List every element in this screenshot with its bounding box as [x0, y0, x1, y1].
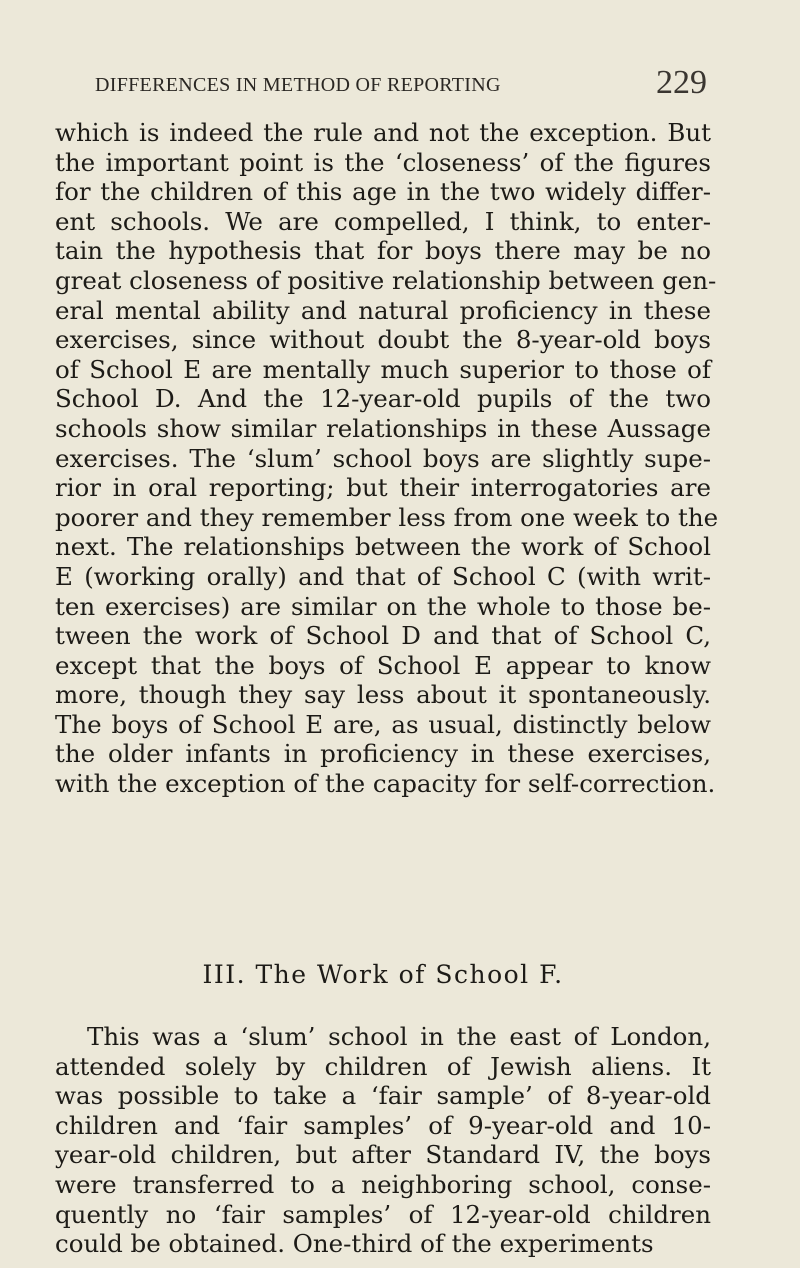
text-line: of School E are mentally much superior to those of: [55, 354, 711, 384]
section-heading: [55, 960, 711, 989]
text-line: the important point is the ‘closeness’ of the figures: [55, 147, 711, 177]
running-title: DIFFERENCES IN METHOD OF REPORTING: [95, 74, 501, 96]
text-line: exercises, since without doubt the 8-year-old boys: [55, 325, 711, 355]
text-line: more, though they say less about it spontaneously.: [55, 680, 711, 710]
paragraph-2: [55, 1022, 711, 1259]
text-line: except that the boys of School E appear to know: [55, 650, 711, 680]
text-line: attended solely by children of Jewish aliens. It: [55, 1051, 711, 1081]
text-line: E (working orally) and that of School C (with writ-: [55, 561, 711, 591]
text-line: were transferred to a neighboring school, conse-: [55, 1169, 711, 1199]
text-line: the older infants in proficiency in these exercises,: [55, 739, 711, 769]
text-line: year-old children, but after Standard IV, the boys: [55, 1140, 711, 1170]
text-line: great closeness of positive relationship between gen-: [55, 265, 717, 295]
text-line: The boys of School E are, as usual, distinctly below: [55, 709, 711, 739]
text-line: for the children of this age in the two widely differ-: [55, 177, 711, 207]
text-line: tain the hypothesis that for boys there may be no: [55, 236, 711, 266]
text-line: schools show similar relationships in these Aussage: [55, 413, 711, 443]
running-head: [95, 66, 707, 100]
text-line: School D. And the 12-year-old pupils of the two: [55, 384, 711, 414]
text-line: tween the work of School D and that of School C,: [55, 621, 711, 651]
paragraph-1: [55, 118, 719, 799]
page-number: 229: [656, 64, 707, 101]
text-line: rior in oral reporting; but their interrogatories are: [55, 473, 711, 503]
text-line: ent schools. We are compelled, I think, to enter-: [55, 206, 711, 236]
text-line: could be obtained. One-third of the experiments: [55, 1229, 654, 1259]
text-line: ten exercises) are similar on the whole to those be-: [55, 591, 711, 621]
text-line: children and ‘fair samples’ of 9-year-old and 10-: [55, 1110, 711, 1140]
text-line: This was a ‘slum’ school in the east of London,: [87, 1022, 711, 1051]
text-line: poorer and they remember less from one week to the: [55, 502, 719, 532]
text-line: next. The relationships between the work of School: [55, 532, 711, 562]
text-line: with the exception of the capacity for self-correction.: [55, 769, 716, 799]
section-heading-text: III. The Work of School F.: [202, 960, 564, 989]
text-line: was possible to take a ‘fair sample’ of 8-year-old: [55, 1081, 711, 1111]
text-line: eral mental ability and natural proficiency in these: [55, 295, 711, 325]
text-line: quently no ‘fair samples’ of 12-year-old children: [55, 1199, 711, 1229]
text-line: exercises. The ‘slum’ school boys are slightly supe-: [55, 443, 711, 473]
text-line: which is indeed the rule and not the exception. But: [55, 118, 711, 147]
